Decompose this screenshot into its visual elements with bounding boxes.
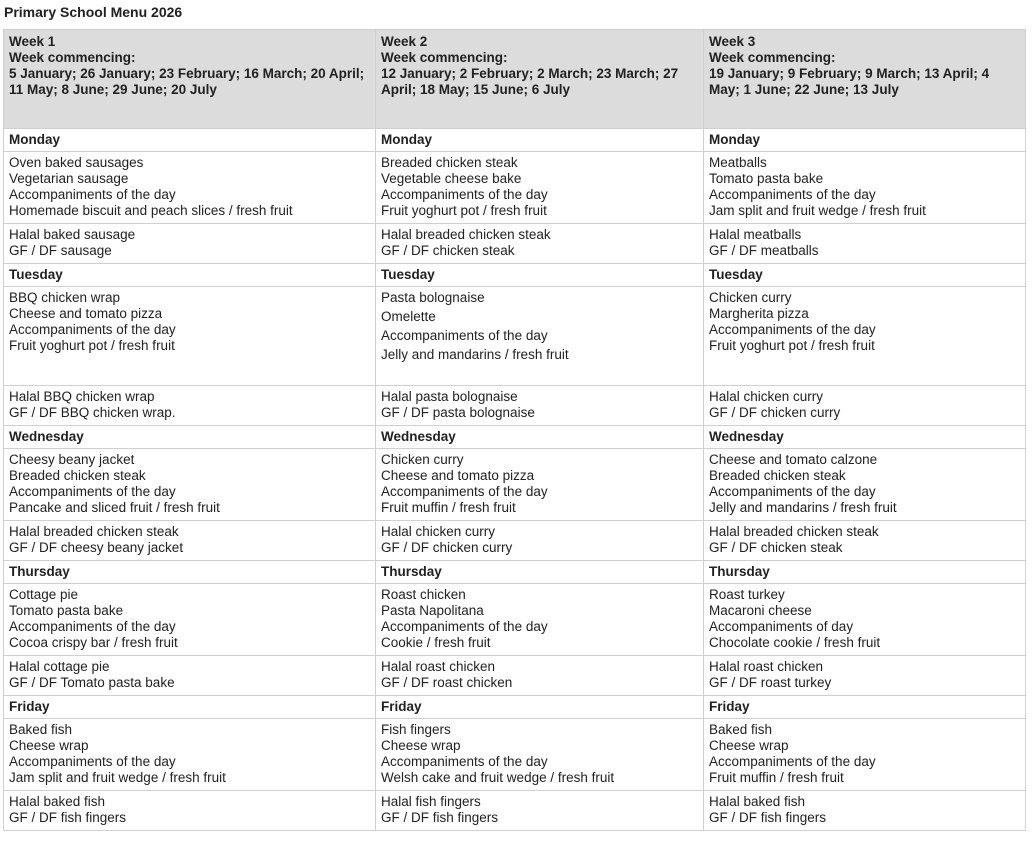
week-label: Week 1 [9, 34, 56, 49]
menu-item: Pasta bolognaise [381, 290, 485, 305]
alternatives-cell [4, 386, 376, 426]
page-title: Primary School Menu 2026 [4, 4, 183, 20]
main-menu-cell [4, 584, 376, 656]
alternatives-row-thursday [4, 656, 1026, 696]
menu-item: Accompaniments of the day [381, 187, 548, 202]
menu-item: Margherita pizza [709, 306, 809, 321]
menu-item: Tomato pasta bake [9, 603, 124, 618]
main-menu-cell [704, 584, 1026, 656]
alternative-item: Halal breaded chicken steak [381, 227, 551, 242]
main-menu-cell [376, 449, 704, 521]
alternative-item: GF / DF fish fingers [9, 810, 127, 825]
menu-item: Cottage pie [9, 587, 79, 602]
alternatives-cell [4, 791, 376, 831]
menu-item: Fruit muffin / fresh fruit [709, 770, 844, 785]
menu-item: Breaded chicken steak [709, 468, 846, 483]
main-menu-row-tuesday [4, 287, 1026, 386]
alternatives-cell [376, 656, 704, 696]
alternatives-cell [376, 386, 704, 426]
day-row-thursday [4, 561, 1026, 584]
menu-item: Accompaniments of the day [9, 322, 176, 337]
menu-item: Accompaniments of the day [381, 328, 548, 343]
day-row-wednesday [4, 426, 1026, 449]
menu-item: Breaded chicken steak [9, 468, 146, 483]
menu-item: Accompaniments of the day [9, 619, 176, 634]
alternatives-cell [376, 224, 704, 264]
alternative-item: GF / DF roast chicken [381, 675, 513, 690]
menu-item: Cheese wrap [381, 738, 461, 753]
menu-item: Fruit yoghurt pot / fresh fruit [381, 203, 547, 218]
alternative-item: Halal chicken curry [709, 389, 824, 404]
menu-item: Welsh cake and fruit wedge / fresh fruit [381, 770, 615, 785]
menu-item: Roast turkey [709, 587, 785, 602]
alternative-item: Halal baked fish [9, 794, 106, 809]
menu-item: Fruit yoghurt pot / fresh fruit [9, 338, 175, 353]
alternative-item: GF / DF cheesy beany jacket [9, 540, 184, 555]
day-heading: Monday [376, 129, 704, 152]
day-heading: Wednesday [704, 426, 1026, 449]
week-commencing-label: Week commencing: [381, 50, 508, 65]
menu-item: Cheese and tomato pizza [381, 468, 535, 483]
alternative-item: GF / DF roast turkey [709, 675, 832, 690]
menu-item: Pasta Napolitana [381, 603, 484, 618]
alternative-item: GF / DF Tomato pasta bake [9, 675, 175, 690]
alternatives-row-tuesday [4, 386, 1026, 426]
day-row-tuesday [4, 264, 1026, 287]
alternative-item: Halal meatballs [709, 227, 802, 242]
alternatives-cell [376, 521, 704, 561]
day-heading: Wednesday [4, 426, 376, 449]
day-heading: Monday [4, 129, 376, 152]
day-heading: Tuesday [4, 264, 376, 287]
menu-item: Pancake and sliced fruit / fresh fruit [9, 500, 220, 515]
alternatives-cell [376, 791, 704, 831]
main-menu-cell [704, 719, 1026, 791]
menu-item: Baked fish [709, 722, 773, 737]
alternative-item: GF / DF chicken steak [381, 243, 515, 258]
alternative-item: GF / DF fish fingers [709, 810, 827, 825]
alternatives-cell [704, 224, 1026, 264]
alternatives-cell [704, 791, 1026, 831]
menu-item: Accompaniments of the day [381, 619, 548, 634]
menu-item: Meatballs [709, 155, 767, 170]
week-3-header [704, 30, 1026, 129]
main-menu-cell [376, 152, 704, 224]
week-commencing-label: Week commencing: [709, 50, 836, 65]
main-menu-cell [376, 719, 704, 791]
week-dates: 12 January; 2 February; 2 March; 23 March; 27 April; 18 May; 15 June; 6 July [381, 66, 679, 97]
day-heading: Thursday [4, 561, 376, 584]
menu-item: Breaded chicken steak [381, 155, 518, 170]
week-dates: 19 January; 9 February; 9 March; 13 April; 4 May; 1 June; 22 June; 13 July [709, 66, 990, 97]
main-menu-row-wednesday [4, 449, 1026, 521]
alternative-item: Halal roast chicken [709, 659, 824, 674]
alternative-item: GF / DF chicken curry [709, 405, 841, 420]
menu-item: Chicken curry [709, 290, 792, 305]
menu-item: Accompaniments of the day [709, 484, 876, 499]
menu-item: Cheese wrap [9, 738, 89, 753]
menu-item: Baked fish [9, 722, 73, 737]
day-heading: Friday [4, 696, 376, 719]
main-menu-cell [704, 152, 1026, 224]
menu-item: Cookie / fresh fruit [381, 635, 491, 650]
alternative-item: Halal roast chicken [381, 659, 496, 674]
day-heading: Tuesday [376, 264, 704, 287]
week-label: Week 3 [709, 34, 756, 49]
alternatives-cell [4, 224, 376, 264]
menu-item: Jam split and fruit wedge / fresh fruit [709, 203, 926, 218]
day-heading: Tuesday [704, 264, 1026, 287]
week-1-header [4, 30, 376, 129]
alternative-item: Halal baked sausage [9, 227, 136, 242]
menu-item: Chocolate cookie / fresh fruit [709, 635, 881, 650]
alternative-item: GF / DF pasta bolognaise [381, 405, 535, 420]
menu-item: Cheese wrap [709, 738, 789, 753]
alternative-item: Halal BBQ chicken wrap [9, 389, 155, 404]
main-menu-cell [4, 449, 376, 521]
alternative-item: Halal breaded chicken steak [709, 524, 879, 539]
day-row-friday [4, 696, 1026, 719]
menu-item: Fruit muffin / fresh fruit [381, 500, 516, 515]
alternative-item: GF / DF meatballs [709, 243, 819, 258]
menu-item: BBQ chicken wrap [9, 290, 121, 305]
day-row-monday [4, 129, 1026, 152]
main-menu-row-friday [4, 719, 1026, 791]
week-label: Week 2 [381, 34, 428, 49]
menu-item: Cocoa crispy bar / fresh fruit [9, 635, 178, 650]
menu-item: Vegetarian sausage [9, 171, 129, 186]
day-heading: Thursday [704, 561, 1026, 584]
menu-table [3, 29, 1026, 831]
menu-item: Jelly and mandarins / fresh fruit [709, 500, 897, 515]
day-heading: Wednesday [376, 426, 704, 449]
alternatives-cell [704, 521, 1026, 561]
main-menu-row-thursday [4, 584, 1026, 656]
alternative-item: Halal fish fingers [381, 794, 481, 809]
menu-table-body [4, 30, 1026, 831]
alternative-item: Halal baked fish [709, 794, 806, 809]
week-header-row [4, 30, 1026, 129]
alternatives-cell [4, 656, 376, 696]
menu-item: Cheese and tomato calzone [709, 452, 878, 467]
main-menu-cell [4, 719, 376, 791]
day-heading: Friday [376, 696, 704, 719]
menu-item: Accompaniments of the day [381, 484, 548, 499]
menu-item: Accompaniments of the day [9, 484, 176, 499]
alternatives-row-friday [4, 791, 1026, 831]
menu-item: Jam split and fruit wedge / fresh fruit [9, 770, 226, 785]
menu-item: Accompaniments of day [709, 619, 854, 634]
menu-item: Jelly and mandarins / fresh fruit [381, 347, 569, 362]
week-dates: 5 January; 26 January; 23 February; 16 March; 20 April; 11 May; 8 June; 29 June; 20 July [9, 66, 365, 97]
menu-item: Chicken curry [381, 452, 464, 467]
week-2-header [376, 30, 704, 129]
alternatives-cell [704, 656, 1026, 696]
menu-item: Oven baked sausages [9, 155, 144, 170]
menu-item: Macaroni cheese [709, 603, 812, 618]
alternatives-row-wednesday [4, 521, 1026, 561]
main-menu-cell [376, 584, 704, 656]
menu-item: Roast chicken [381, 587, 466, 602]
main-menu-cell [4, 152, 376, 224]
menu-item: Homemade biscuit and peach slices / fresh fruit [9, 203, 293, 218]
alternative-item: Halal cottage pie [9, 659, 110, 674]
day-heading: Thursday [376, 561, 704, 584]
menu-item: Accompaniments of the day [709, 187, 876, 202]
alternative-item: GF / DF sausage [9, 243, 112, 258]
alternative-item: GF / DF fish fingers [381, 810, 499, 825]
menu-item: Accompaniments of the day [9, 754, 176, 769]
alternative-item: GF / DF chicken curry [381, 540, 513, 555]
main-menu-cell [704, 449, 1026, 521]
menu-item: Accompaniments of the day [709, 322, 876, 337]
alternatives-row-monday [4, 224, 1026, 264]
alternatives-cell [4, 521, 376, 561]
alternative-item: GF / DF BBQ chicken wrap. [9, 405, 176, 420]
week-commencing-label: Week commencing: [9, 50, 136, 65]
main-menu-row-monday [4, 152, 1026, 224]
menu-item: Tomato pasta bake [709, 171, 824, 186]
menu-item: Cheesy beany jacket [9, 452, 135, 467]
menu-item: Cheese and tomato pizza [9, 306, 163, 321]
menu-item: Omelette [381, 309, 436, 324]
day-heading: Monday [704, 129, 1026, 152]
alternatives-cell [704, 386, 1026, 426]
main-menu-cell [376, 287, 704, 386]
menu-item: Accompaniments of the day [9, 187, 176, 202]
alternative-item: Halal chicken curry [381, 524, 496, 539]
menu-item: Vegetable cheese bake [381, 171, 522, 186]
menu-item: Accompaniments of the day [709, 754, 876, 769]
menu-item: Fruit yoghurt pot / fresh fruit [709, 338, 875, 353]
menu-item: Fish fingers [381, 722, 451, 737]
menu-item: Accompaniments of the day [381, 754, 548, 769]
alternative-item: Halal pasta bolognaise [381, 389, 518, 404]
day-heading: Friday [704, 696, 1026, 719]
main-menu-cell [704, 287, 1026, 386]
alternative-item: Halal breaded chicken steak [9, 524, 179, 539]
alternative-item: GF / DF chicken steak [709, 540, 843, 555]
main-menu-cell [4, 287, 376, 386]
